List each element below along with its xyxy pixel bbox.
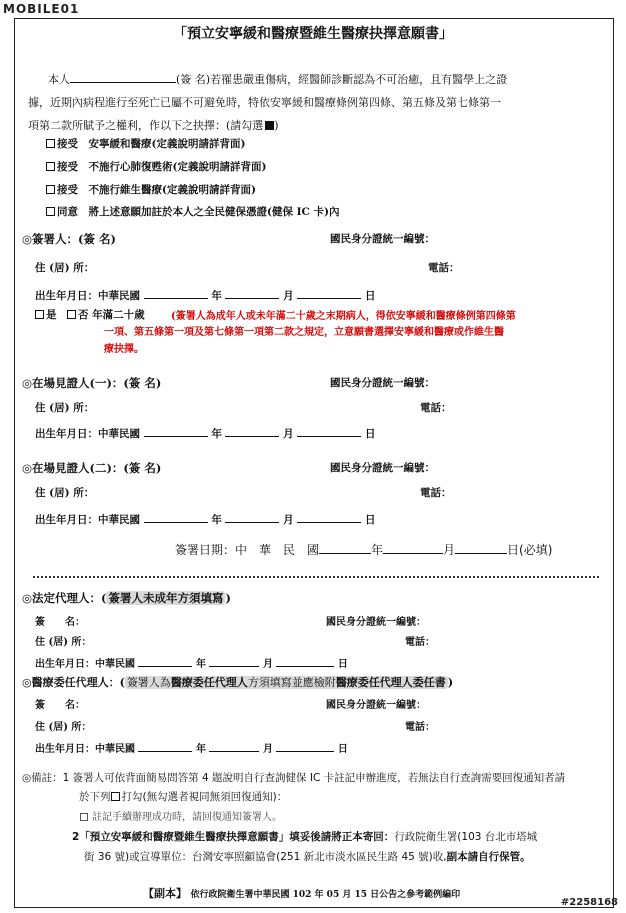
signer-heading: ◎簽署人：(簽 名) [22, 232, 116, 246]
dotted-divider [33, 576, 599, 578]
intro-paragraph: 本人 (簽 名)若罹患嚴重傷病，經醫師診斷認為不可治癒，且有醫學上之證 據，近期內病程進行至死亡已屬不可避免時，特依安寧緩和醫療條例第四條、第五條及第七條第一 項第二款所賦予之權利，作以下之抉擇：(請勾選 ) [28, 73, 508, 132]
footer [143, 885, 460, 901]
legal-agent-phone-label: 電話： [405, 637, 435, 648]
witness2-id-label: 國民身分證統一編號： [330, 462, 435, 474]
legal-agent-heading: ◎法定代理人：( 簽署人未成年方須填寫 ) [22, 591, 231, 605]
witness2-address-label: 住 (居) 所： [35, 487, 95, 499]
checkbox[interactable] [46, 162, 55, 171]
page-title: 「預立安寧緩和醫療暨維生醫療抉擇意願書」 [173, 26, 453, 42]
footer-text: 依行政院衛生署中華民國 102 年 05 月 15 日公告之參考範例編印 [190, 890, 461, 900]
signer-phone-label: 電話： [428, 262, 460, 274]
remark-1: ◎備註：1 簽署人可依背面簡易問答第 4 題說明自行查詢健保 IC 卡註記申辦進度，若無法自行查詢需要回復通知者請 [22, 772, 566, 784]
choice-dnr[interactable]: 接受 不施行心肺復甦術(定義說明請詳背面) [46, 159, 266, 174]
signer-id-label: 國民身分證統一編號： [330, 233, 435, 245]
reply-checkbox[interactable] [111, 792, 120, 801]
remark-1-reply: 於下列 打勾(無勾選者視同無須回復通知)： [79, 791, 288, 803]
medical-agent-address-label: 住 (居) 所： [35, 722, 92, 733]
medical-agent-name-label: 簽 名： [35, 700, 85, 711]
medical-agent-id-label: 國民身分證統一編號： [326, 700, 426, 711]
choice-no-life-support[interactable]: 接受 不施行維生醫療(定義說明請詳背面) [46, 182, 256, 197]
checkbox[interactable] [46, 139, 55, 148]
witness1-phone-label: 電話： [420, 402, 452, 414]
age-note-line3: 療抉擇。 [104, 344, 144, 355]
signer-birth-row: 出生年月日：中華民國 年 月 日 [35, 287, 375, 303]
checkbox-yes[interactable] [35, 310, 44, 319]
witness2-birth-row: 出生年月日：中華民國 年 月 日 [35, 511, 375, 527]
age-question: 是 否 年滿二十歲 [35, 307, 145, 322]
witness1-heading: ◎在場見證人(一)：(簽 名) [22, 376, 162, 390]
remark-2: 2「預立安寧緩和醫療暨維生醫療抉擇意願書」填妥後請將正本寄回：行政院衛生署(103 台北市塔城 [72, 831, 538, 843]
legal-agent-name-label: 簽 名： [35, 617, 85, 628]
age-note-line1: (簽署人為成年人或未年滿二十歲之末期病人，得依安寧緩和醫療條例第四條第 [171, 311, 516, 322]
witness2-phone-label: 電話： [420, 487, 452, 499]
witness1-birth-row: 出生年月日：中華民國 年 月 日 [35, 425, 375, 441]
checkbox-no[interactable] [67, 310, 76, 319]
witness1-address-label: 住 (居) 所： [35, 402, 95, 414]
medical-agent-birth-row: 出生年月日：中華民國 年 月 日 [35, 740, 348, 755]
legal-agent-address-label: 住 (居) 所： [35, 637, 92, 648]
checkbox[interactable] [46, 185, 55, 194]
witness2-heading: ◎在場見證人(二)：(簽 名) [22, 461, 162, 475]
sign-date-row: 簽署日期：中 華 民 國 年 月 日(必填) [175, 543, 553, 557]
medical-agent-phone-label: 電話： [405, 722, 435, 733]
witness1-id-label: 國民身分證統一編號： [330, 377, 435, 389]
legal-agent-id-label: 國民身分證統一編號： [326, 617, 426, 628]
choice-palliative[interactable]: 接受 安寧緩和醫療(定義說明請詳背面) [46, 136, 245, 151]
filled-square-icon [265, 121, 274, 130]
copy-label: 【副本】 [143, 887, 187, 900]
reply-success-checkbox[interactable] [80, 813, 88, 821]
remark-2-cont: 街 36 號)或宣導單位：台灣安寧照顧協會(251 新北市淡水區民生路 45 號)收,副本請自行保管。 [84, 851, 531, 863]
medical-agent-heading: ◎醫療委任代理人：( 簽署人為醫療委任代理人方須填寫並應檢附醫療委任代理人委任書 ) [22, 676, 454, 689]
age-note-line2: 一項、第五條第一項及第七條第一項第二款之規定，立意願書選擇安寧緩和醫療或作維生醫 [104, 327, 504, 338]
image-id-watermark: #2258168 [560, 897, 618, 908]
mobile01-logo: MOBILE01 [3, 2, 80, 16]
signer-address-label: 住 (居) 所： [35, 262, 95, 274]
remark-1-option: 註記手續辦理成功時，請回復通知簽署人。 [80, 808, 282, 823]
legal-agent-birth-row: 出生年月日：中華民國 年 月 日 [35, 655, 348, 670]
checkbox[interactable] [46, 207, 55, 216]
choice-ic-card[interactable]: 同意 將上述意願加註於本人之全民健保憑證(健保 IC 卡)內 [46, 204, 340, 219]
